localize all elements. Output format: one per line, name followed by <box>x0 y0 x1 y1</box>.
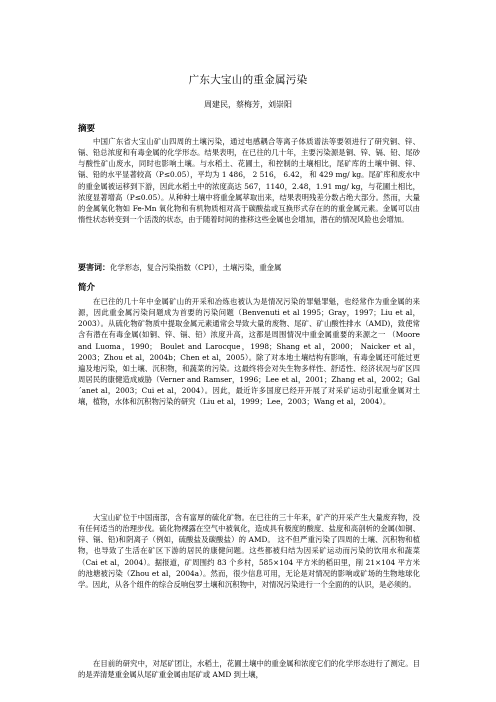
abstract-text: 中国广东省大宝山矿山四周的土壤污染，通过电感耦合等离子体质谱法等要领进行了研究铜、锌、镉、铅总浓度和有毒金属的化学形态。结果表明，在已往的几十年，主要污染源是铜、锌、镉、铅、尾砂与酸性矿山废水，同时也影响土壤。与水稻土、花圃土，和控制的土壤相比，尾矿库的土壤中铜、锌、镉、铅的水平显著较高（P≤0.05），平均为 1 486， 2 516， 6.42， 和 429 mg/ kg。尾矿库和废水中的重金属被运移到下游，因此水稻土中的浓度高达 567，1140，2.48，1.91 mg/ kg，与花圃土相比，浓度显著增高（P≤0.05）。从种种土壤中将重金属萃取出来，结果表明残差分数占绝大部分。然而，大量的金属氧化物如 Fe-Mn 氧化物和有机物质相对高于碳酸盐或互换形式存在的的重金属元素。金属可以由惰性状态转变到一个活泼的状态，由于随着时间的推移这些金属也会增加，潜在的情况风险也会增加。 <box>78 137 420 225</box>
intro-paragraph-2: 大宝山矿位于中国南部，含有富厚的硫化矿物。在已往的三十年来，矿产的开采产生大量废弃物，没有任何适当的治理步伐。硫化物裸露在空气中被氧化，造成具有极度的酸度、盐度和高剖析的金属(如铜、锌、镉、铅)和阴离子（例如，硫酸盐及碳酸盐）的 AMD。 这不但严重污染了四周的土壤、沉积物和植物，也导致了生活在矿区下游的居民的康健问题。这些都被归结为因采矿运动而污染的饮用水和蔬菜 （Cai et al，2004）。据报道，矿周围约 83 个乡村，585×104 平方米的稻田里，削 21×104 平方米的池塘被污染（Zhou et al，2004a）。然而，很少信息可用，无论是对情况的影响或矿场的生物地球化学。因此，从各个组件的综合反响包罗土壤和沉积物中，对情况污染进行一个全面的的认识，是必须的。 <box>78 513 420 589</box>
paper-title: 广东大宝山的重金属污染 <box>188 74 308 86</box>
keywords-line <box>78 262 420 273</box>
paper-authors: 周建民，蔡梅芳，刘崇阳 <box>204 100 292 109</box>
abstract-heading: 摘要 <box>78 124 96 134</box>
keywords-text: 化学形态，复合污染指数（CPI），土壤污染，重金属 <box>110 263 282 272</box>
keywords-label: 要害词： <box>78 262 110 272</box>
intro-heading: 简介 <box>78 283 96 293</box>
intro-paragraph-3: 在目前的研究中，对尾矿团让，水稻土，花圃土壤中的重金属和浓度它们的化学形态进行了测定。目的是弄清楚重金属从尾矿重金属由尾矿或 AMD 到土壤， <box>78 659 420 680</box>
intro-paragraph-1: 在已往的几十年中金属矿山的开采和冶炼也被认为是情况污染的罪魁罪魁，也经常作为重金属的来源，因此重金属污染问题成为首要的污染问题（Benvenuti et al 1995；Gray，1997；Liu et al，2003）。从硫化物矿物质中提取金属元素通常会导致大量的废物、尾矿、矿山酸性排水（AMD)，致使常含有潜在有毒金属(如铜、锌、镉、铅）浓度升高，这都是周围情况中重金属重要的来源之一 （Moore and Luoma，1990； Boulet and Larocque，1998；Shang et al，2000； Naicker et al，2003；Zhou et al，2004b；Chen et al，2005）。除了对本地土壤结构有影响，有毒金属还可能过更遍及地污染，如土壤、沉积物，和蔬菜的污染。这最终将会对失生物多样性、舒适性、经济状况与矿区四周居民的康健造成威胁（Verner and Ramser，1996；Lee et al，2001；Zhang et al，2002；Gal´anet al，2003；Cui et al，2004）。因此，最近许多国度已经开开展了对采矿运动引起重金属对土壤，植物，水体和沉积物污染的研究（Liu et al，1999；Lee，2003；Wang et al，2004）。 <box>78 297 420 407</box>
